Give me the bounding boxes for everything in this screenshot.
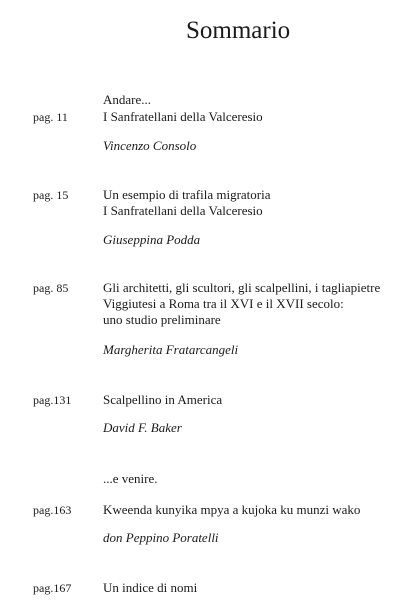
page-number: pag.163 — [33, 503, 72, 517]
entry-title-line: Kweenda kunyika mpya a kujoka ku munzi wako — [103, 502, 361, 517]
entry-author: Margherita Fratarcangeli — [103, 342, 239, 357]
entry-author: Vincenzo Consolo — [103, 138, 197, 153]
entry-title-line: uno studio preliminare — [103, 312, 221, 327]
entry-title-line: Scalpellino in America — [103, 392, 223, 407]
section-heading-venire: ...e venire. — [103, 471, 158, 486]
entry-title-line: Un indice di nomi — [103, 580, 198, 595]
entry-author: Giuseppina Podda — [103, 232, 201, 247]
entry-title-line: Gli architetti, gli scultori, gli scalpellini, i tagliapietre — [103, 280, 381, 295]
page-number: pag. 11 — [33, 110, 68, 124]
section-heading-andare: Andare... — [103, 92, 152, 107]
entry-author: don Peppino Poratelli — [103, 530, 219, 545]
entry-title — [103, 280, 380, 328]
page-number: pag.131 — [33, 393, 72, 407]
entry-author: David F. Baker — [103, 420, 182, 435]
entry-title-line: Viggiutesi a Roma tra il XVI e il XVII secolo: — [103, 296, 344, 311]
entry-title-line: Un esempio di trafila migratoria — [103, 187, 271, 202]
entry-title — [103, 109, 263, 125]
entry-title — [103, 502, 360, 518]
entry-title — [103, 580, 197, 596]
entry-title — [103, 187, 271, 219]
page-number: pag. 15 — [33, 188, 69, 202]
entry-title-line: I Sanfratellani della Valceresio — [103, 109, 263, 124]
page-number: pag.167 — [33, 581, 72, 595]
entry-title-line: I Sanfratellani della Valceresio — [103, 203, 263, 218]
entry-title — [103, 392, 222, 408]
page-title: Sommario — [186, 17, 291, 44]
page-number: pag. 85 — [33, 281, 69, 295]
